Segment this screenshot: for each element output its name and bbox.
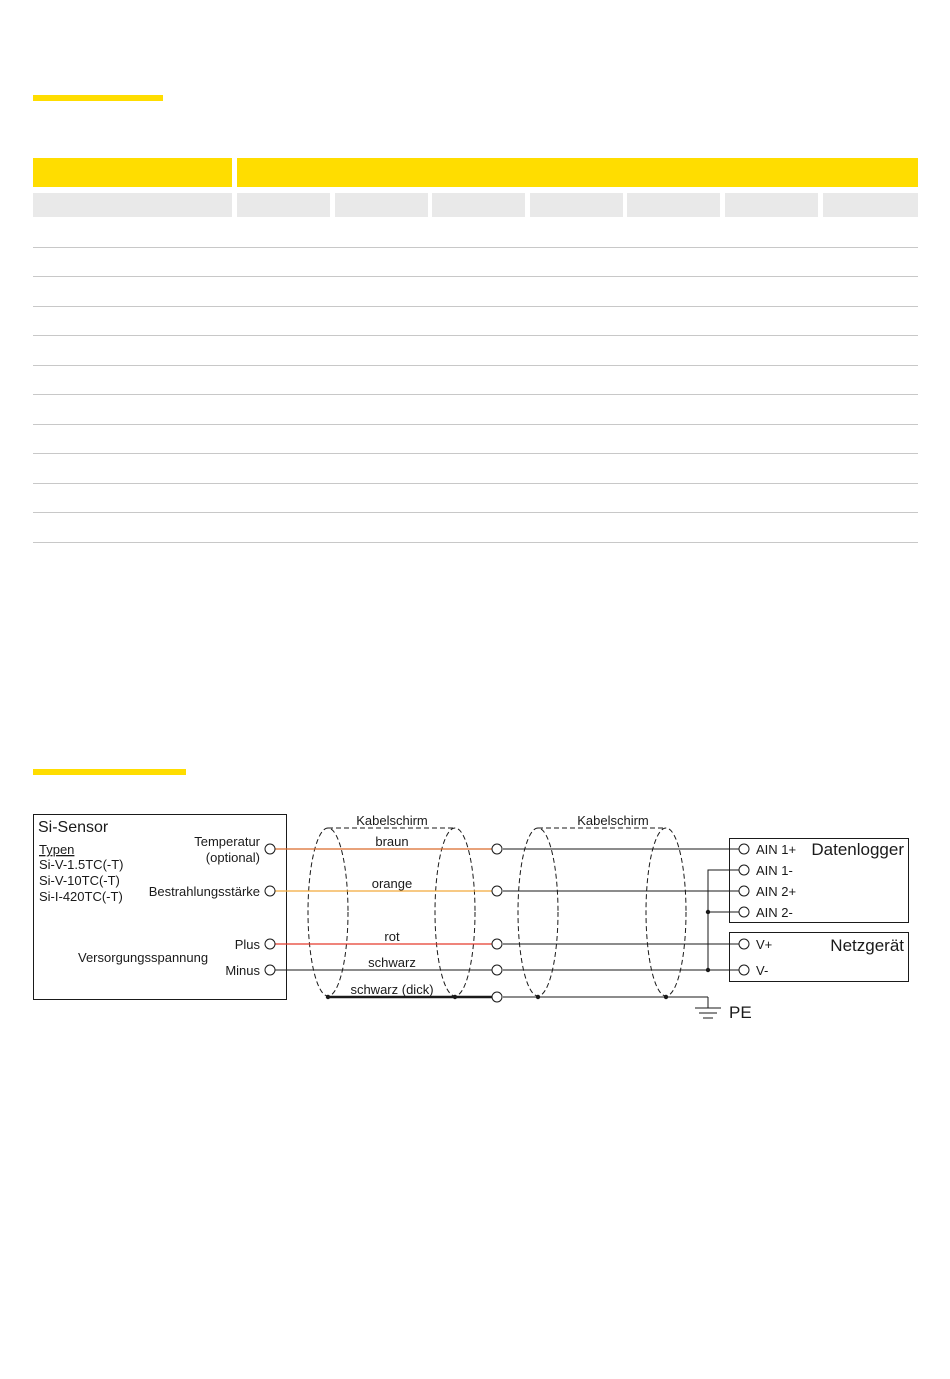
section-accent-bar-1	[33, 95, 163, 101]
table-subheader-col	[432, 193, 525, 217]
table-subheader-label	[33, 193, 232, 217]
junction-dot	[326, 995, 330, 999]
port-label-plus: Plus	[234, 937, 260, 952]
table-subheader-col	[823, 193, 918, 217]
cable-shield-right	[518, 828, 686, 996]
logger-terminal-ain2plus	[739, 886, 749, 896]
port-label-temperatur-note: (optional)	[205, 850, 260, 865]
section-accent-bar-2	[33, 769, 186, 775]
mid-terminal	[492, 965, 502, 975]
table-subheader-col	[335, 193, 428, 217]
power-title: Netzgerät	[830, 936, 904, 955]
sensor-type: Si-I-420TC(-T)	[39, 889, 123, 904]
table-header-left	[33, 158, 232, 187]
junction-dot	[536, 995, 540, 999]
sensor-type: Si-V-1.5TC(-T)	[39, 857, 124, 872]
logger-port-label: AIN 2-	[756, 905, 793, 920]
junction-dot	[664, 995, 668, 999]
sensor-terminal-bestrahlung	[265, 886, 275, 896]
junction-dot	[706, 968, 710, 972]
logger-port-label: AIN 1+	[756, 842, 797, 857]
port-label-temperatur: Temperatur	[194, 834, 260, 849]
sensor-terminal-minus	[265, 965, 275, 975]
wire-label-rot: rot	[384, 929, 400, 944]
table-row-divider	[33, 394, 918, 395]
table-row-divider	[33, 306, 918, 307]
logger-terminal-ain1minus	[739, 865, 749, 875]
table-subheader-col	[237, 193, 330, 217]
table-row-divider	[33, 483, 918, 484]
power-port-label: V+	[756, 937, 773, 952]
power-port-label: V-	[756, 963, 769, 978]
table-subheader-col	[530, 193, 623, 217]
table-row-divider	[33, 276, 918, 277]
logger-port-label: AIN 2+	[756, 884, 797, 899]
mid-terminal	[492, 844, 502, 854]
power-terminal-vplus	[739, 939, 749, 949]
wire-label-schwarz: schwarz	[368, 955, 416, 970]
wire-label-schwarz-dick: schwarz (dick)	[350, 982, 434, 997]
table-subheader-col	[725, 193, 818, 217]
shield-label-right: Kabelschirm	[577, 813, 649, 828]
table-row-divider	[33, 247, 918, 248]
table-subheader-col	[627, 193, 720, 217]
junction-dot	[706, 910, 710, 914]
wire-label-orange: orange	[371, 876, 413, 891]
sensor-terminal-temperatur	[265, 844, 275, 854]
junction-dot	[453, 995, 457, 999]
table-row-divider	[33, 335, 918, 336]
mid-terminal	[492, 886, 502, 896]
sensor-terminal-plus	[265, 939, 275, 949]
table-row-divider	[33, 365, 918, 366]
table-header-right	[237, 158, 918, 187]
wire-label-braun: braun	[375, 834, 409, 849]
wiring-diagram	[0, 800, 950, 1040]
shield-label-left: Kabelschirm	[356, 813, 428, 828]
table-row-divider	[33, 542, 918, 543]
sensor-types-heading: Typen	[39, 842, 75, 857]
table-row-divider	[33, 453, 918, 454]
cable-shield-left	[308, 828, 475, 996]
bridge-ain1minus	[708, 870, 739, 970]
mid-terminal	[492, 992, 502, 1002]
sensor-type: Si-V-10TC(-T)	[39, 873, 120, 888]
sensor-title: Si-Sensor	[38, 819, 109, 836]
ground-label: PE	[729, 1003, 752, 1022]
port-label-minus: Minus	[225, 963, 260, 978]
logger-terminal-ain2minus	[739, 907, 749, 917]
label-versorgung: Versorgungsspannung	[78, 950, 209, 965]
datalogger-title: Datenlogger	[811, 840, 904, 859]
table-row-divider	[33, 424, 918, 425]
port-label-bestrahlung: Bestrahlungsstärke	[148, 884, 260, 899]
logger-terminal-ain1plus	[739, 844, 749, 854]
logger-port-label: AIN 1-	[756, 863, 793, 878]
mid-terminal	[492, 939, 502, 949]
table-row-divider	[33, 512, 918, 513]
power-terminal-vminus	[739, 965, 749, 975]
